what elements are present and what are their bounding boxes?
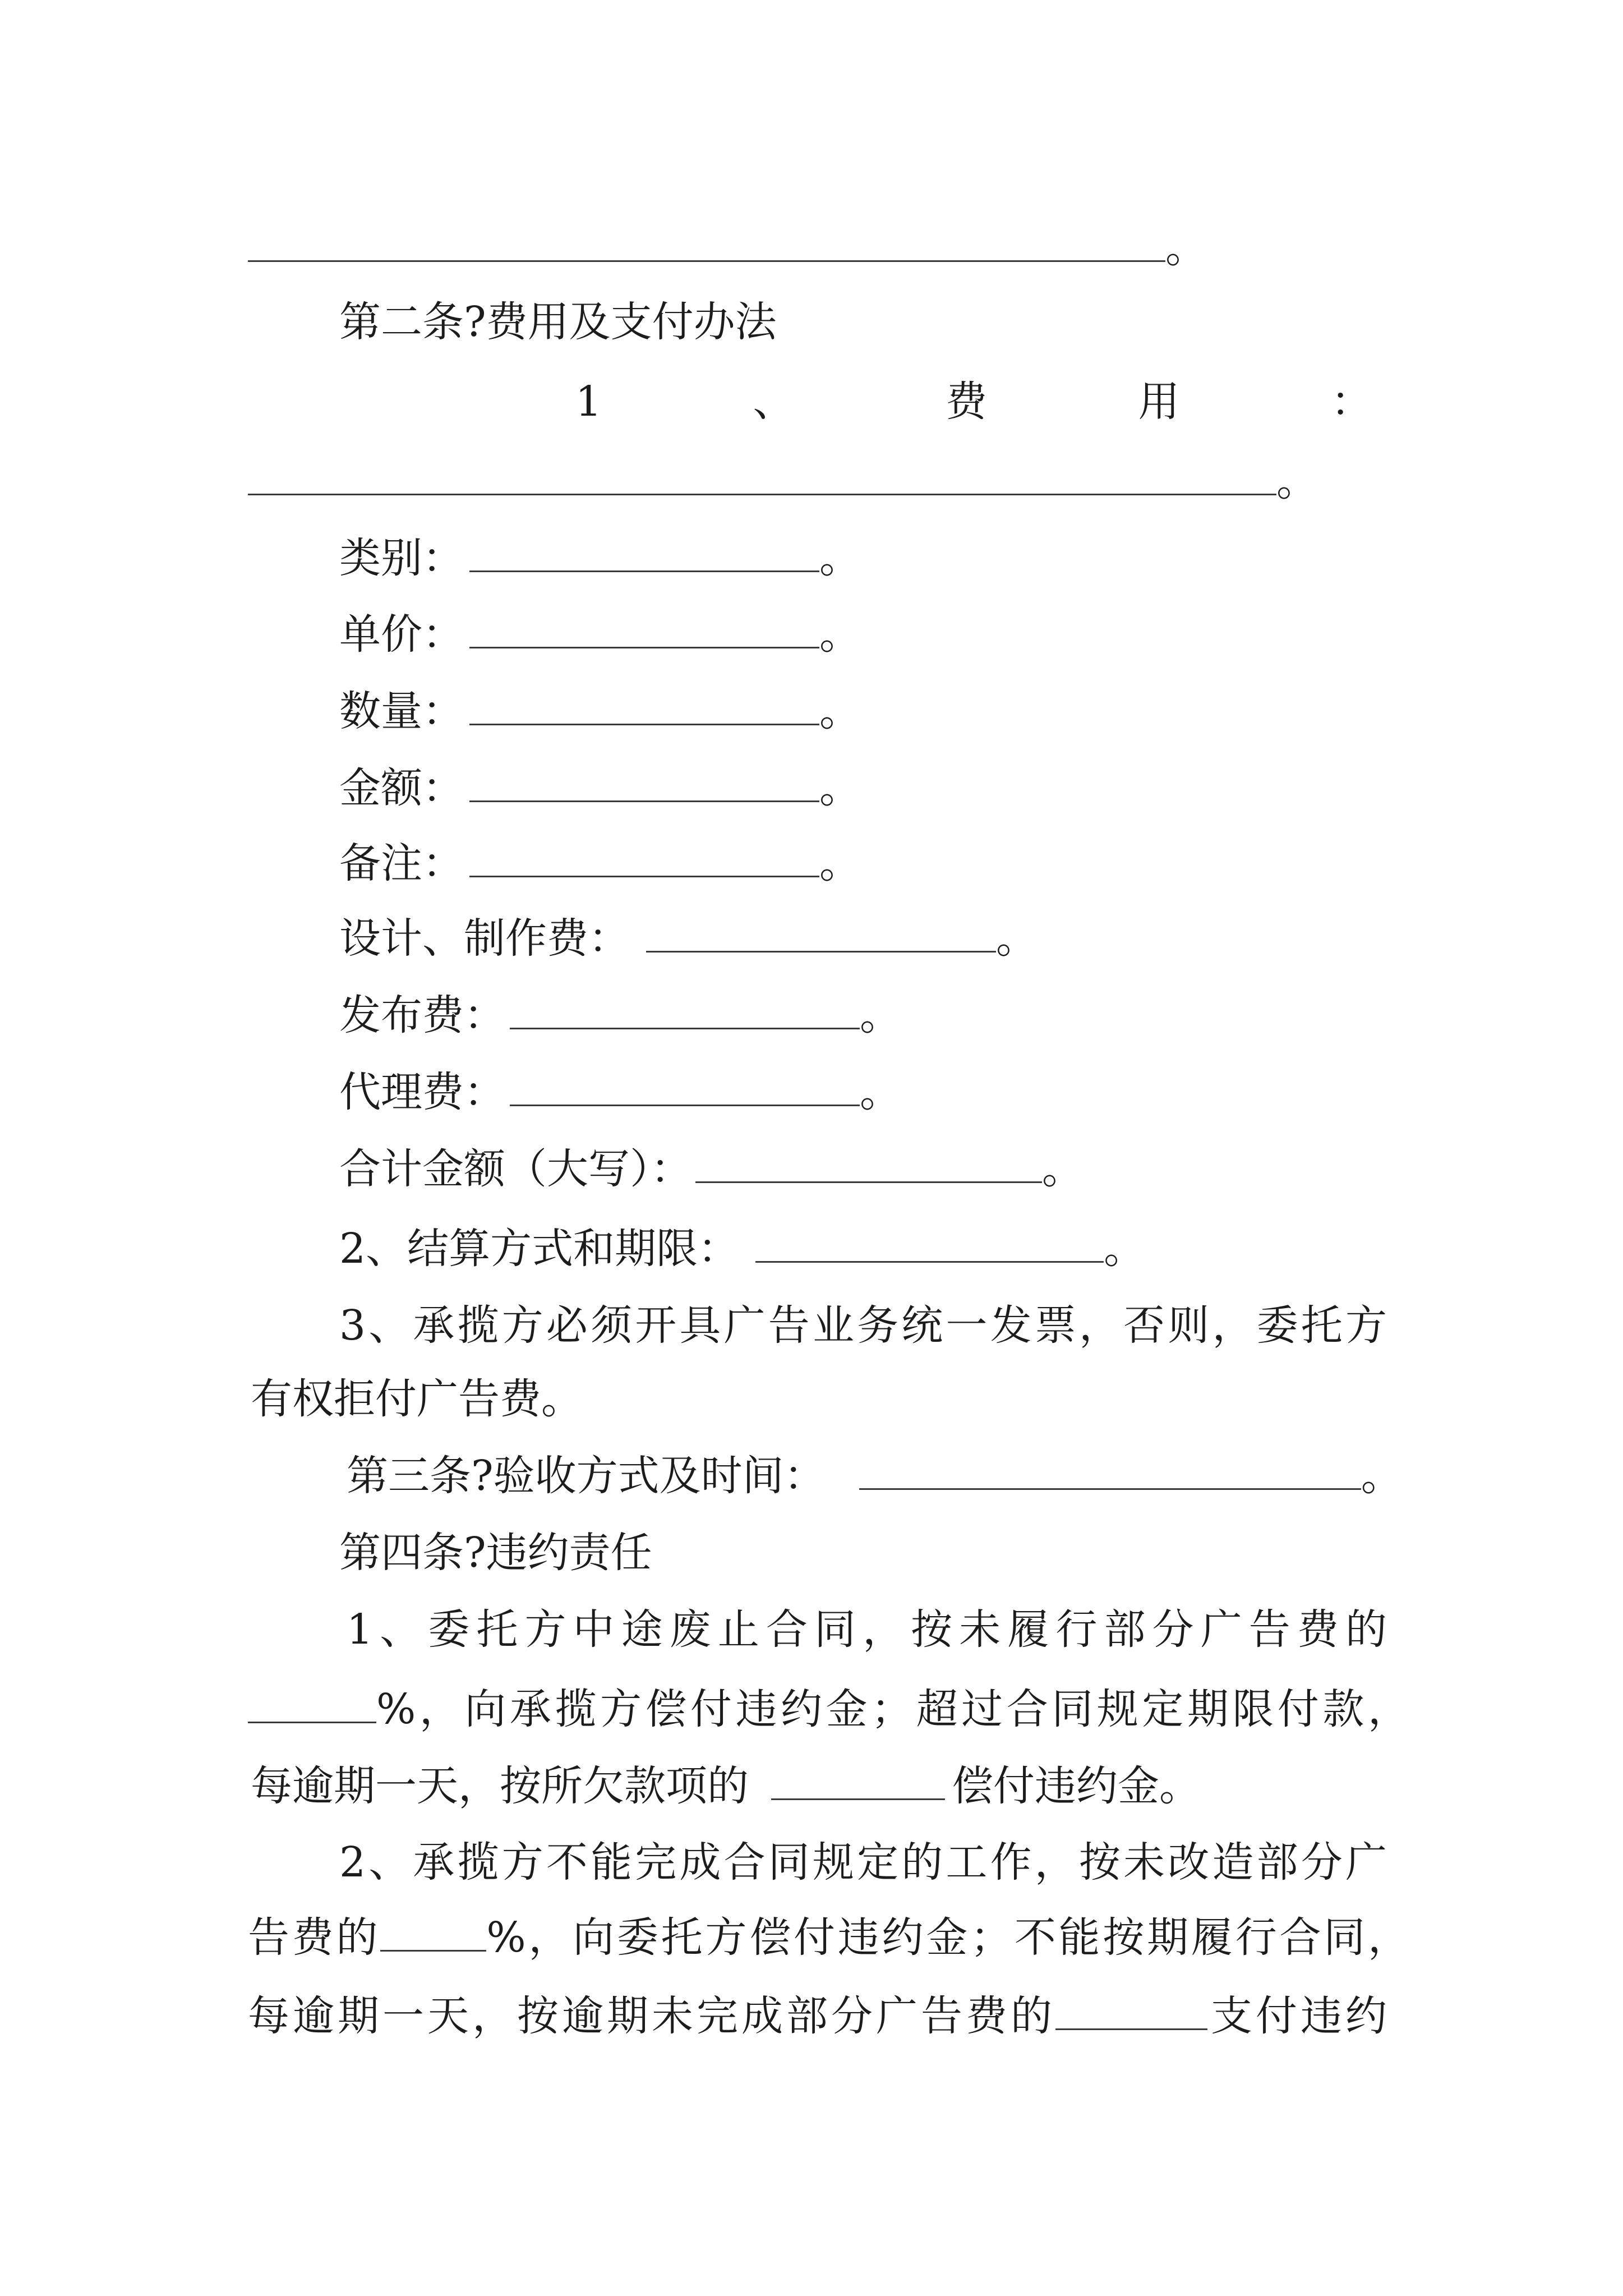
line-suffix: 。	[1276, 457, 1318, 505]
blank-line	[695, 1148, 1042, 1183]
fee-item-unit-price	[339, 604, 861, 665]
breach-clause-1: 1、委托方中途废止合同，按未履行部分广告费的	[347, 1605, 1387, 1654]
line-suffix: %，向委托方偿付违约金；不能按期履行合同，	[486, 1913, 1409, 1962]
field-label: 类别：	[339, 534, 464, 582]
invoice-clause-continued: 有权拒付广告费。	[251, 1375, 583, 1423]
line-suffix: 。	[860, 1068, 901, 1116]
article-3-acceptance	[347, 1445, 1403, 1507]
fee-heading: 1、费用：	[575, 378, 1372, 426]
line-suffix: 。	[1361, 1452, 1403, 1500]
breach-clause-1-continued	[248, 1678, 1409, 1740]
line-suffix: 。	[819, 687, 861, 735]
line-suffix: 。	[1165, 224, 1207, 272]
field-label: 代理费：	[339, 1068, 505, 1116]
line-suffix: 。	[819, 534, 861, 582]
fee-item-quantity	[339, 680, 861, 742]
breach-clause-2: 2、承揽方不能完成合同规定的工作，按未改造部分广	[339, 1838, 1387, 1887]
field-label: 合计金额（大写）：	[339, 1145, 692, 1193]
field-label: 数量：	[339, 687, 464, 735]
blank-line	[248, 461, 1276, 495]
fee-total-uppercase	[339, 1138, 1083, 1200]
blank-line	[248, 227, 1165, 262]
invoice-clause: 3、承揽方必须开具广告业务统一发票，否则，委托方	[339, 1301, 1387, 1350]
breach-clause-2-late-completion	[248, 1985, 1387, 2047]
blank-line	[469, 767, 819, 802]
line-suffix: 。	[1104, 1225, 1146, 1273]
blank-line	[469, 843, 819, 877]
line-prefix: 告费的	[248, 1913, 381, 1962]
line-suffix: 。	[860, 991, 901, 1039]
field-label: 设计、制作费：	[339, 914, 630, 963]
line-suffix: 。	[819, 610, 861, 659]
line-suffix: 。	[819, 764, 861, 812]
fee-item-category	[339, 527, 861, 589]
article-4-title: 第四条?违约责任	[339, 1529, 652, 1577]
line-suffix: 。	[996, 914, 1038, 963]
field-label: 备注：	[339, 839, 464, 887]
blank-line	[859, 1455, 1361, 1490]
blank-line	[469, 614, 819, 648]
blank-line	[469, 691, 819, 725]
fee-item-amount	[339, 757, 861, 819]
field-label: 金额：	[339, 764, 464, 812]
blank-line	[1055, 1995, 1207, 2030]
fee-item-remarks	[339, 832, 861, 894]
line-prefix: 每逾期一天，按逾期未完成部分广告费的	[248, 1992, 1055, 2040]
continuation-line	[248, 217, 1207, 279]
blank-line	[510, 995, 860, 1029]
line-prefix: 每逾期一天，按所欠款项的	[251, 1762, 749, 1810]
fee-item-agency	[339, 1061, 901, 1123]
breach-clause-1-late-payment	[251, 1755, 1201, 1817]
field-label: 发布费：	[339, 991, 505, 1039]
line-suffix: 。	[1042, 1145, 1083, 1193]
breach-clause-2-continued	[248, 1907, 1409, 1968]
line-suffix: 偿付违约金。	[952, 1762, 1201, 1810]
fee-description-line	[248, 450, 1318, 512]
article-2-title: 第二条?费用及支付办法	[339, 298, 777, 346]
blank-line	[510, 1071, 860, 1106]
field-label: 第三条?验收方式及时间：	[347, 1452, 826, 1500]
blank-line	[646, 918, 996, 953]
blank-line	[380, 1917, 486, 1952]
blank-line	[755, 1228, 1104, 1263]
line-suffix: 支付违约	[1207, 1992, 1387, 2040]
line-suffix: 。	[819, 839, 861, 887]
fee-item-design-production	[339, 908, 1038, 969]
blank-line	[469, 537, 819, 572]
fee-item-publishing	[339, 984, 901, 1046]
blank-line	[771, 1765, 945, 1800]
field-label: 单价：	[339, 610, 464, 659]
blank-line	[248, 1688, 376, 1723]
field-label: 2、结算方式和期限：	[339, 1225, 740, 1273]
line-suffix: %，向承揽方偿付违约金；超过合同规定期限付款，	[376, 1685, 1409, 1733]
settlement-method	[339, 1218, 1145, 1280]
